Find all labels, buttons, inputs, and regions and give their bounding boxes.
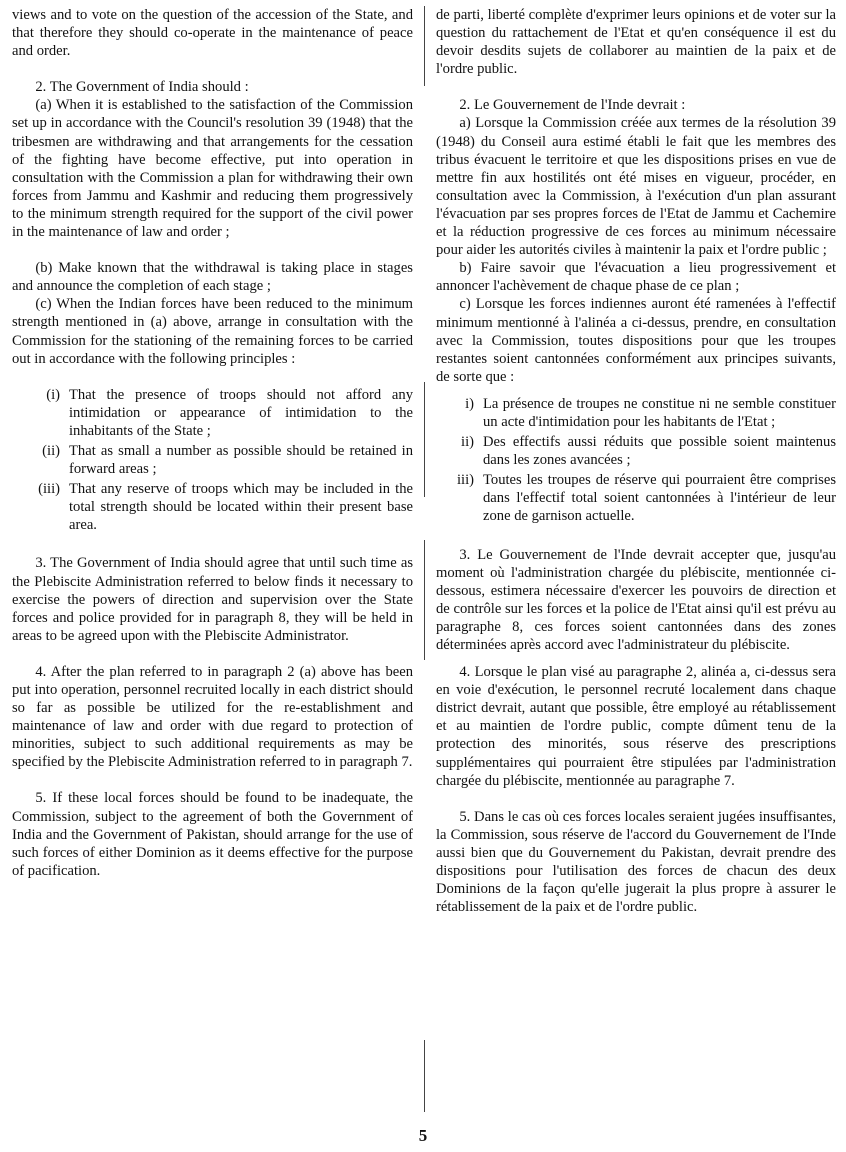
english-principle-iii [12, 480, 413, 534]
french-principle-ii [436, 433, 836, 469]
french-p2-heading: 2. Le Gouvernement de l'Inde devrait : [459, 97, 686, 114]
column-divider [424, 6, 425, 86]
french-p2b: b) Faire savoir que l'évacuation a lieu progressivement et annoncer l'achèvement de chaque phase de ce plan ; [436, 260, 836, 295]
principle-text: Des effectifs aussi réduits que possible soient maintenus dans les zones avancées ; [483, 434, 836, 469]
principle-text: That as small a number as possible should be retained in forward areas ; [69, 442, 413, 478]
french-p4: 4. Lorsque le plan visé au paragraphe 2, alinéa a, ci-dessus sera en voie d'exécution, le personnel recruté localement dans chaque district devrait, autant que possible, être employé au rétablissement et au maintien de l'ordre public, compte dûment tenu de la protection des minorités, sous réserve des prescriptions supplémentaires qui pourraient être stipulées par l'administration chargée du plébiscite, mentionnée au paragraphe 7. [436, 664, 836, 789]
english-principle-ii [12, 442, 413, 478]
principle-label: iii) [456, 472, 474, 489]
column-divider [424, 1040, 425, 1112]
principle-label: ii) [461, 434, 474, 451]
column-divider [424, 540, 425, 660]
french-p2c: c) Lorsque les forces indiennes auront été ramenées à l'effectif minimum mentionné à l'alinéa a ci-dessus, prendre, en consultation avec la Commission, toutes dispositions pour que les troupes restantes soient cantonnées conformément aux principes suivants, de sorte que : [436, 296, 836, 385]
french-column [436, 6, 836, 916]
french-p3: 3. Le Gouvernement de l'Inde devrait accepter que, jusqu'au moment où l'administration chargée du plébiscite, mentionnée ci-dessous, estimera nécessaire d'exercer les pouvoirs de direction et de contrôle sur les forces et la police de l'Etat ainsi qu'il est prévu au paragraphe 8, ces forces soient cantonnées dans des zones déterminées après accord avec l'administrateur du plébiscite. [436, 546, 836, 653]
principle-label: (i) [46, 386, 60, 403]
french-intro: de parti, liberté complète d'exprimer leurs opinions et de voter sur la question du rattachement de l'Etat et qu'en conséquence il est du devoir desdits sujets de collaborer au maintien de la paix et de l'ordre public. [436, 7, 836, 78]
english-p3: 3. The Government of India should agree that until such time as the Plebiscite Administration referred to below finds it necessary to exercise the powers of direction and supervision over the State forces and police provided for in paragraph 8, they will be held in areas to be agreed upon with the Plebiscite Administrator. [12, 555, 413, 644]
french-principle-i [436, 395, 836, 431]
english-p4: 4. After the plan referred to in paragraph 2 (a) above has been put into operation, personnel recruited locally in each district should so far as possible be utilized for the re-establishment and maintenance of law and order with due regard to protection of minorities, subject to such additional requirements as may be specified by the Plebiscite Administration referred to in paragraph 7. [12, 663, 413, 771]
french-p5: 5. Dans le cas où ces forces locales seraient jugées insuffisantes, la Commission, sous réserve de l'accord du Gouvernement de l'Inde aussi bien que du Gouvernement du Pakistan, devrait prendre des dispositions pour l'utilisation des forces de chacun des deux Dominions de la façon qu'elle jugerait la plus propre à assurer le rétablissement de la paix et de l'ordre public. [436, 808, 836, 916]
page-number: 5 [418, 1126, 428, 1145]
english-p2b: (b) Make known that the withdrawal is taking place in stages and announce the completion of each stage ; [12, 260, 413, 295]
principle-text: La présence de troupes ne constitue ni ne semble constituer un acte d'intimidation pour les habitants de l'Etat ; [483, 395, 836, 430]
principle-text: Toutes les troupes de réserve qui pourraient être comprises dans l'effectif total soient cantonnées à l'intérieur de leur zone de garnison actuelle. [483, 472, 836, 525]
french-p2a: a) Lorsque la Commission créée aux termes de la résolution 39 (1948) du Conseil aura estimé établi le fait que les membres des tribus évacuent le territoire et que les dispositions prises en vue de mettre fin aux hostilités ont été mises en vigueur, procéder, en consultation avec la Commission, à l'exécution d'un plan assurant l'évacuation par ses propres forces de l'Etat de Jammu et Cachemire et la réduction progressive de ces forces au minimum nécessaire pour aider les autorités civiles à maintenir la paix et l'ordre public ; [436, 115, 836, 259]
english-column [12, 6, 413, 880]
english-p2c: (c) When the Indian forces have been reduced to the minimum strength mentioned in (a) above, arrange in consultation with the Commission for the stationing of the remaining forces to be carried out in accordance with the following principles : [12, 296, 413, 367]
english-p5: 5. If these local forces should be found to be inadequate, the Commission, subject to the agreement of both the Government of India and the Government of Pakistan, should arrange for the use of such forces of either Dominion as it deems effective for the purpose of pacification. [12, 790, 413, 879]
english-p2-heading: 2. The Government of India should : [35, 79, 249, 96]
principle-text: That any reserve of troops which may be included in the total strength should be located within their present base area. [69, 481, 413, 534]
english-principle-i [12, 386, 413, 440]
principle-text: That the presence of troops should not afford any intimidation or appearance of intimidation to the inhabitants of the State ; [69, 386, 413, 439]
column-divider [424, 382, 425, 497]
principle-label: i) [465, 395, 474, 412]
english-intro: views and to vote on the question of the accession of the State, and that therefore they should co-operate in the maintenance of peace and order. [12, 7, 413, 60]
french-principle-iii [436, 471, 836, 525]
principle-label: (ii) [42, 442, 60, 459]
english-p2a: (a) When it is established to the satisfaction of the Commission set up in accordance with the Council's resolution 39 (1948) that the tribesmen are withdrawing and that arrangements for the cessation of the fighting have become effective, put into operation in consultation with the Commission a plan for withdrawing their own forces from Jammu and Kashmir and reducing them progressively to the minimum strength required for the support of the civil power in the maintenance of law and order ; [12, 97, 413, 241]
principle-label: (iii) [38, 481, 60, 498]
